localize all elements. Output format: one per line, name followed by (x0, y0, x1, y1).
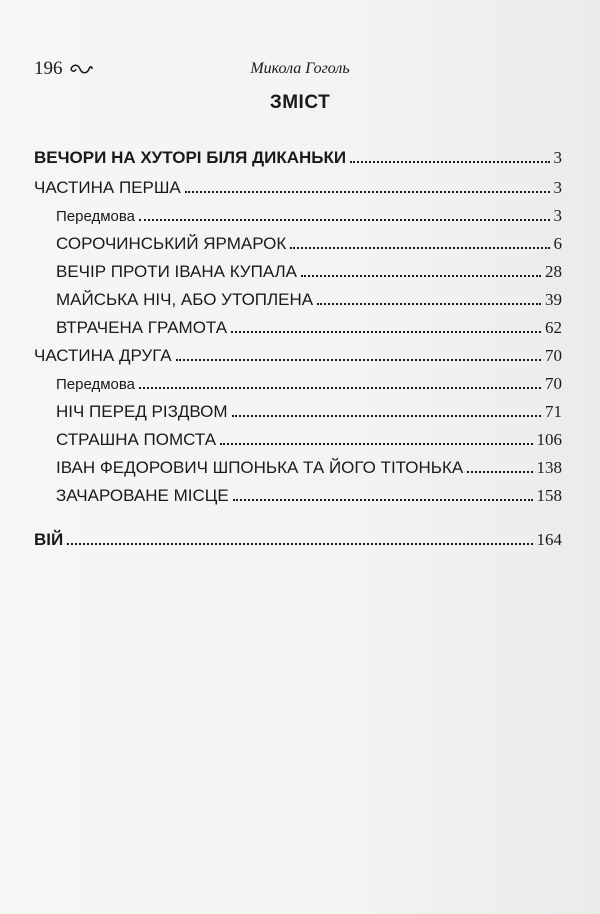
toc-entry (34, 290, 562, 310)
toc-entry (34, 486, 562, 506)
toc-entry-title: Передмова (56, 208, 136, 225)
toc-entry-page: 158 (536, 486, 562, 505)
toc-entry (34, 346, 562, 366)
toc-entry-title: СТРАШНА ПОМСТА (56, 430, 217, 449)
dot-leader (232, 415, 541, 417)
dot-leader (467, 471, 532, 473)
toc-entry (34, 458, 562, 478)
toc-entry (34, 430, 562, 450)
toc-entry-title: ВЕЧОРИ НА ХУТОРІ БІЛЯ ДИКАНЬКИ (34, 148, 347, 167)
toc-entry (34, 234, 562, 254)
toc-entry (34, 374, 562, 394)
toc-entry-page: 138 (536, 458, 562, 477)
toc-entry (34, 262, 562, 282)
toc-entry-page: 62 (545, 318, 562, 337)
toc-entry-title: ЧАСТИНА ПЕРША (34, 178, 181, 197)
dot-leader (139, 219, 549, 221)
running-title: Микола Гоголь (250, 60, 350, 77)
toc-entry-page: 6 (553, 234, 562, 253)
dot-leader (176, 359, 541, 361)
dot-leader (233, 499, 533, 501)
dot-leader (350, 161, 549, 163)
dot-leader (231, 331, 541, 333)
toc-entry (34, 530, 562, 550)
toc-entry (34, 178, 562, 198)
toc-entry (34, 402, 562, 422)
toc-entry-title: СОРОЧИНСЬКИЙ ЯРМАРОК (56, 234, 287, 253)
dot-leader (67, 543, 532, 545)
toc-entry-page: 28 (545, 262, 562, 281)
toc-entry-title: ВЕЧІР ПРОТИ ІВАНА КУПАЛА (56, 262, 298, 281)
toc-entry-page: 164 (536, 530, 562, 549)
toc-entry-page: 3 (553, 178, 562, 197)
toc-entry-page: 3 (553, 206, 562, 225)
toc-entry-title: НІЧ ПЕРЕД РІЗДВОМ (56, 402, 228, 421)
dot-leader (301, 275, 541, 277)
toc-entry-page: 70 (545, 346, 562, 365)
toc-entry-title: ВТРАЧЕНА ГРАМОТА (56, 318, 228, 337)
toc-entry (34, 148, 562, 168)
toc-entry (34, 318, 562, 338)
toc-entry-page: 3 (553, 148, 562, 167)
toc-entry-page: 39 (545, 290, 562, 309)
toc-entry-title: ЧАСТИНА ДРУГА (34, 346, 172, 365)
toc-entry-page: 106 (536, 430, 562, 449)
toc-entry-title: МАЙСЬКА НІЧ, АБО УТОПЛЕНА (56, 290, 314, 309)
toc-entry-title: ІВАН ФЕДОРОВИЧ ШПОНЬКА ТА ЙОГО ТІТОНЬКА (56, 458, 464, 477)
dot-leader (139, 387, 541, 389)
toc-entry-title: ЗАЧАРОВАНЕ МІСЦЕ (56, 486, 229, 505)
toc-entry (34, 206, 562, 226)
dot-leader (290, 247, 549, 249)
page-number: 196 (34, 58, 63, 79)
page-header (34, 58, 566, 80)
toc-entry-title: ВІЙ (34, 530, 64, 549)
dot-leader (185, 191, 550, 193)
dot-leader (317, 303, 541, 305)
toc-entry-page: 70 (545, 374, 562, 393)
toc-entry-page: 71 (545, 402, 562, 421)
toc-entry-title: Передмова (56, 376, 136, 393)
dot-leader (220, 443, 532, 445)
toc-title: ЗМІСТ (269, 92, 331, 113)
